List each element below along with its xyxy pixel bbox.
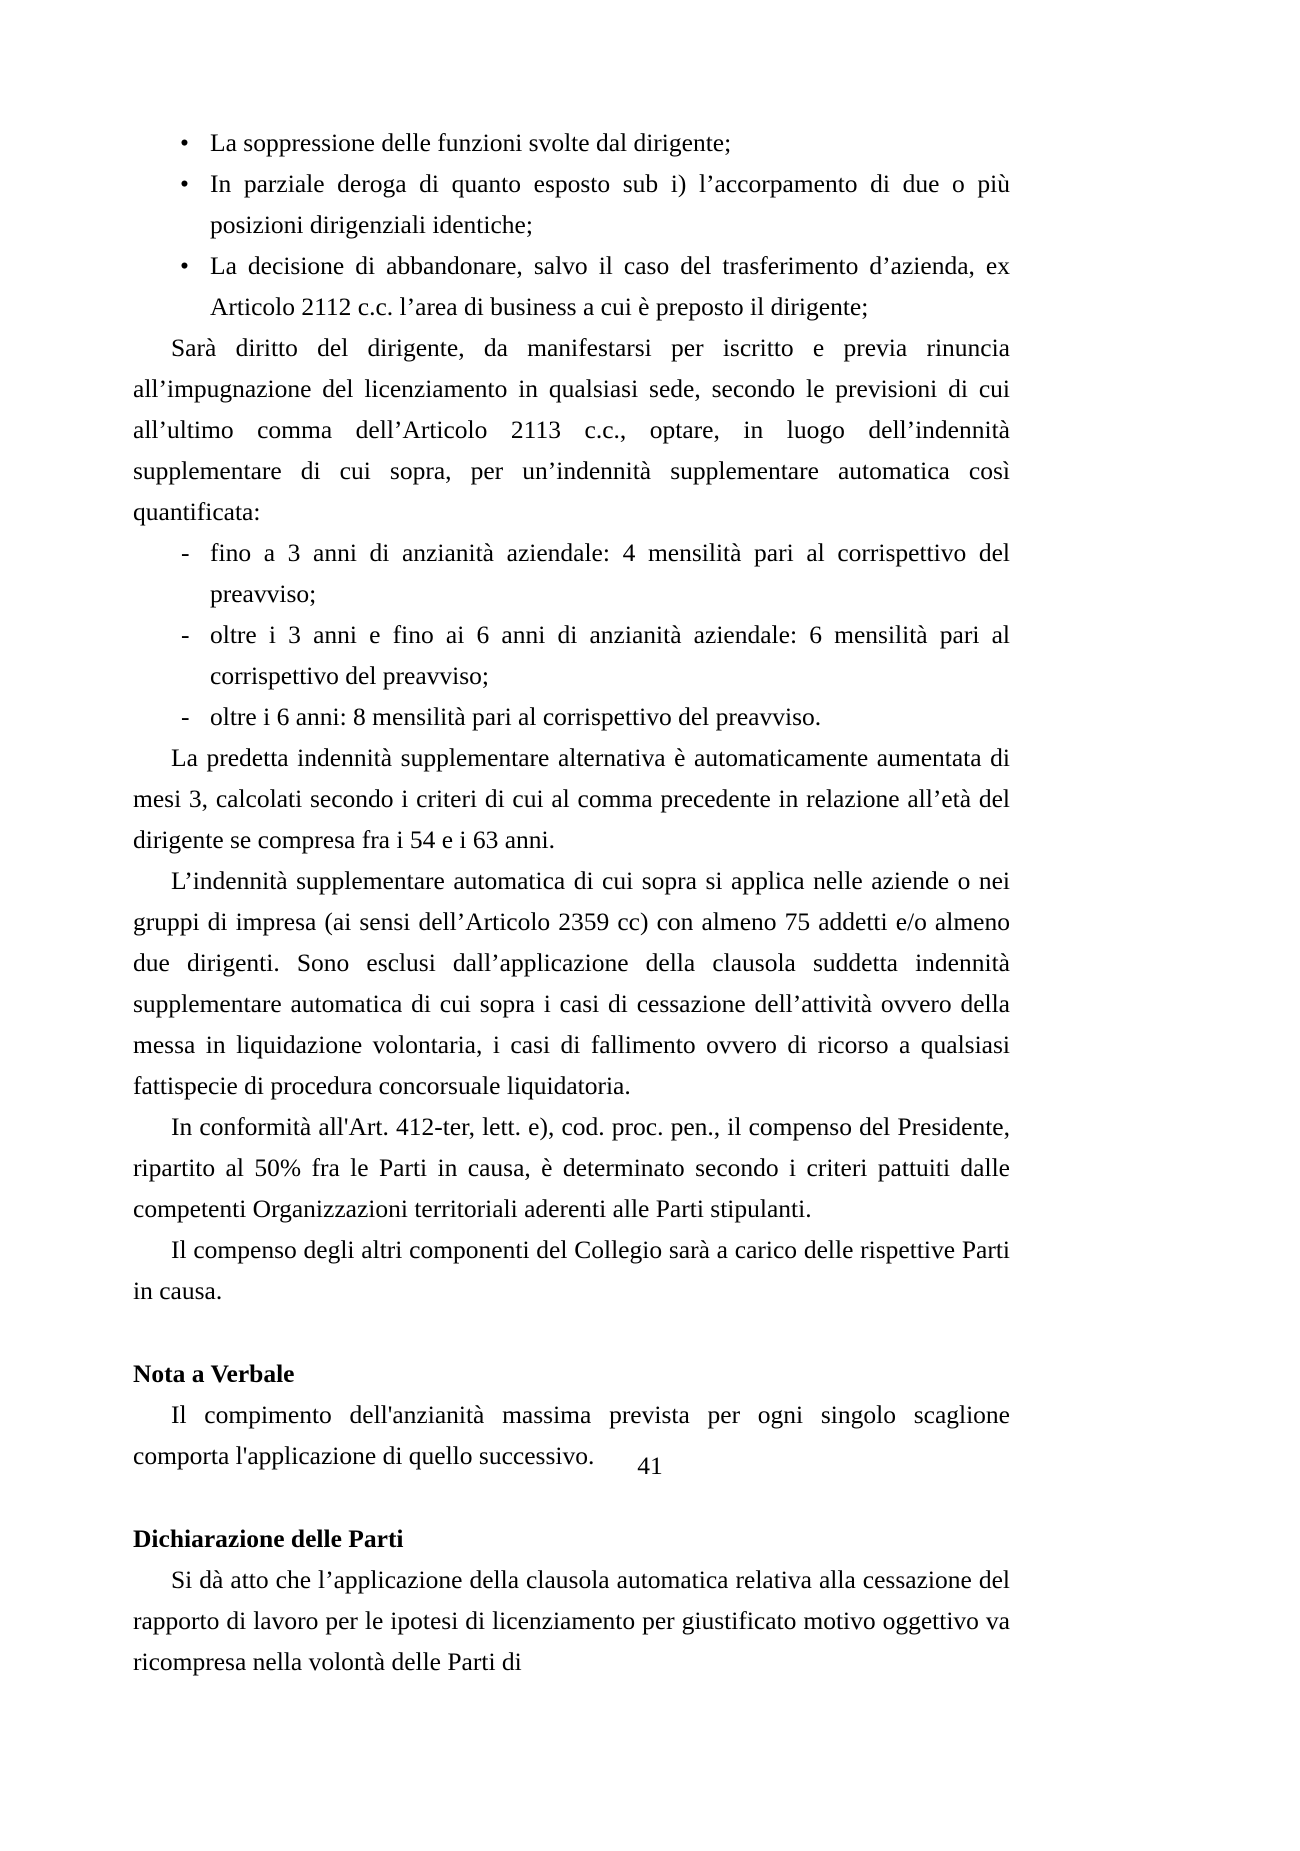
list-item-text: La decisione di abbandonare, salvo il caso del trasferimento d’azienda, ex Articolo 2112 c.c. l’area di business a cui è preposto il dirigente;	[210, 251, 1010, 321]
list-item	[133, 122, 1010, 163]
list-item-text: fino a 3 anni di anzianità aziendale: 4 mensilità pari al corrispettivo del preavviso;	[210, 538, 1010, 608]
paragraph-sara-diritto: Sarà diritto del dirigente, da manifestarsi per iscritto e previa rinuncia all’impugnazione del licenziamento in qualsiasi sede, secondo le previsioni di cui all’ultimo comma dell’Articolo 2113 c.c., optare, in luogo dell’indennità supplementare di cui sopra, per un’indennità supplementare automatica così quantificata:	[133, 333, 1010, 526]
page-number: 41	[637, 1451, 663, 1480]
bullet-list	[133, 122, 1010, 327]
dash-marker-icon: -	[181, 620, 190, 649]
section-spacer	[133, 1311, 1010, 1353]
bullet-marker-icon: •	[180, 169, 189, 198]
list-item-text: La soppressione delle funzioni svolte dal dirigente;	[210, 128, 732, 157]
list-item	[133, 245, 1010, 327]
paragraph-compenso-collegio: Il compenso degli altri componenti del Collegio sarà a carico delle rispettive Parti in causa.	[133, 1235, 1010, 1305]
bullet-marker-icon: •	[180, 251, 189, 280]
dash-marker-icon: -	[181, 538, 190, 567]
paragraph-dichiarazione-body: Si dà atto che l’applicazione della clausola automatica relativa alla cessazione del rapporto di lavoro per le ipotesi di licenziamento per giustificato motivo oggettivo va ricompresa nella volontà delle Parti di	[133, 1565, 1010, 1676]
heading-dichiarazione-delle-parti: Dichiarazione delle Parti	[133, 1524, 404, 1553]
paragraph-indennita-automatica: L’indennità supplementare automatica di cui sopra si applica nelle aziende o nei gruppi di impresa (ai sensi dell’Articolo 2359 cc) con almeno 75 addetti e/o almeno due dirigenti. Sono esclusi dall’applicazione della clausola suddetta indennità supplementare automatica di cui sopra i casi di cessazione dell’attività ovvero della messa in liquidazione volontaria, i casi di fallimento ovvero di ricorso a qualsiasi fattispecie di procedura concorsuale liquidatoria.	[133, 866, 1010, 1100]
list-item	[133, 163, 1010, 245]
paragraph-nota-a-verbale-body: Il compimento dell'anzianità massima prevista per ogni singolo scaglione comporta l'applicazione di quello successivo.	[133, 1400, 1010, 1470]
list-item-text: In parziale deroga di quanto esposto sub i) l’accorpamento di due o più posizioni dirigenziali identiche;	[210, 169, 1010, 239]
heading-nota-a-verbale: Nota a Verbale	[133, 1359, 295, 1388]
list-item-text: oltre i 3 anni e fino ai 6 anni di anzianità aziendale: 6 mensilità pari al corrispettivo del preavviso;	[210, 620, 1010, 690]
bullet-marker-icon: •	[180, 128, 189, 157]
list-item	[133, 532, 1010, 614]
paragraph-predetta-indennita: La predetta indennità supplementare alternativa è automaticamente aumentata di mesi 3, calcolati secondo i criteri di cui al comma precedente in relazione all’età del dirigente se compresa fra i 54 e i 63 anni.	[133, 743, 1010, 854]
dash-list	[133, 532, 1010, 737]
dash-marker-icon: -	[181, 702, 190, 731]
list-item-text: oltre i 6 anni: 8 mensilità pari al corrispettivo del preavviso.	[210, 702, 822, 731]
paragraph-conformita-art412: In conformità all'Art. 412-ter, lett. e), cod. proc. pen., il compenso del Presidente, ripartito al 50% fra le Parti in causa, è determinato secondo i criteri pattuiti dalle competenti Organizzazioni territoriali aderenti alle Parti stipulanti.	[133, 1112, 1010, 1223]
list-item	[133, 696, 1010, 737]
page-content	[133, 122, 1010, 1682]
list-item	[133, 614, 1010, 696]
